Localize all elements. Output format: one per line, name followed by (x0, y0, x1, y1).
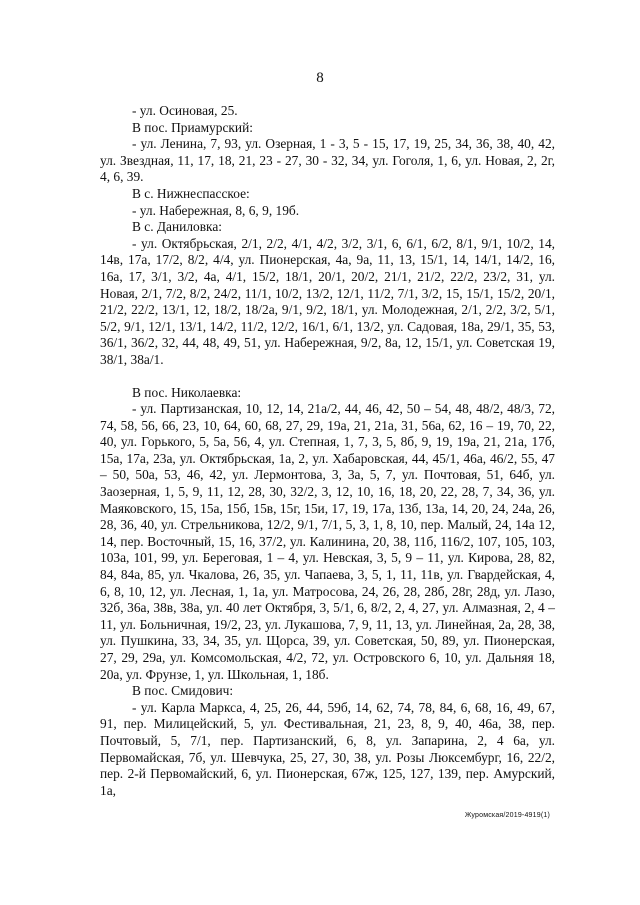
paragraph: - ул. Карла Маркса, 4, 25, 26, 44, 59б, 14, 62, 74, 78, 84, 6, 68, 16, 49, 67, 91, пер. Милицейский, 5, ул. Фестивальная, 21, 23, 8, 9, 40, 46а, 38, пер. Почтовый, 5, 7/1, пер. Партизанский, 6, 8, ул. Запарина, 2, 4 6а, ул. Первомайская, 7б, ул. Шевчука, 25, 27, 30, 38, ул. Розы Люксембург, 16, 22/2, пер. 2-й Первомайский, 6, ул. Пионерская, 67ж, 125, 127, 139, пер. Амурский, 1а, (100, 699, 555, 798)
section-heading: В пос. Николаевка: (132, 384, 242, 400)
page-number: 8 (316, 70, 324, 86)
document-body (100, 103, 555, 799)
paragraph: - ул. Набережная, 8, 6, 9, 19б. (132, 202, 300, 218)
section-heading: В пос. Приамурский: (132, 119, 253, 135)
paragraph: - ул. Октябрьская, 2/1, 2/2, 4/1, 4/2, 3/2, 3/1, 6, 6/1, 6/2, 8/1, 9/1, 10/2, 14, 14в, 17а, 17/2, 8/2, 4/4, ул. Пионерская, 4а, 9а, 11, 13, 15/1, 14, 14/1, 14/2, 16, 16а, 17, 3/1, 3/2, 4а, 4/1, 15/2, 18/1, 20/1, 20/2, 21/1, 21/2, 22/2, 23/2, 31, ул. Новая, 2/1, 7/2, 8/2, 24/2, 11/1, 10/2, 13/2, 12/1, 11/2, 7/1, 3/2, 15, 15/1, 15/2, 20/1, 21/2, 22/2, 13/1, 12, 18/2, 18/2а, 9/1, 9/2, 18/1, ул. Молодежная, 2/1, 2/2, 3/2, 5/1, 5/2, 9/1, 12/1, 13/1, 14/2, 11/2, 12/2, 16/1, 6/1, 13/2, ул. Садовая, 18а, 29/1, 35, 53, 36/1, 36/2, 32, 44, 48, 49, 51, ул. Набережная, 9/2, 8а, 12, 15/1, ул. Советская 19, 38/1, 38а/1. (100, 235, 555, 367)
section-heading: В с. Даниловка: (132, 219, 222, 235)
document-reference: Журомская/2019-4919(1) (464, 812, 550, 819)
paragraph: - ул. Ленина, 7, 93, ул. Озерная, 1 - 3, 5 - 15, 17, 19, 25, 34, 36, 38, 40, 42, ул. Звездная, 11, 17, 18, 21, 23 - 27, 30 - 32, 34, ул. Гоголя, 1, 6, ул. Новая, 2, 2г, 4, 6, 39. (100, 136, 555, 185)
paragraph: - ул. Партизанская, 10, 12, 14, 21а/2, 44, 46, 42, 50 – 54, 48, 48/2, 48/3, 72, 74, 58, 56, 66, 23, 10, 64, 60, 68, 27, 29, 19а, 21, 21а, 31, 56а, 62, 16 – 19, 70, 22, 40, ул. Горького, 5, 5а, 56, 4, ул. Степная, 1, 7, 3, 5, 8б, 9, 19, 19а, 21, 21а, 17б, 15а, 17а, 23а, ул. Октябрьская, 1а, 2, ул. Хабаровская, 44, 45/1, 46а, 46/2, 55, 47 – 50, 50а, 53, 46, 42, ул. Лермонтова, 3, 3а, 5, 7, ул. Почтовая, 51, 64б, ул. Заозерная, 1, 5, 9, 11, 12, 28, 30, 32/2, 3, 12, 10, 16, 18, 20, 22, 28, 7, 34, 36, ул. Маяковского, 15, 15а, 15б, 15в, 15г, 15и, 17, 19, 17а, 13б, 13а, 14, 20, 24, 24а, 26, 28, 36, 40, ул. Стрельникова, 12/2, 9/1, 7/1, 5, 3, 1, 8, 10, пер. Малый, 24, 14а 12, 14, пер. Восточный, 15, 16, 37/2, ул. Калинина, 20, 38, 11б, 116/2, 107, 105, 103, 103а, 101, 99, ул. Береговая, 1 – 4, ул. Невская, 3, 5, 9 – 11, ул. Кирова, 28, 82, 84, 84а, 85, ул. Чкалова, 26, 35, ул. Чапаева, 3, 5, 1, 11, 11в, ул. Гвардейская, 4, 6, 8, 10, 12, ул. Лесная, 1, 1а, ул. Матросова, 24, 26, 28, 28б, 28г, 28д, ул. Лазо, 32б, 36а, 38в, 38а, ул. 40 лет Октября, 3, 5/1, 6, 8/2, 2, 4, 27, ул. Алмазная, 2, 4 – 11, ул. Больничная, 19/2, 23, ул. Лукашова, 7, 9, 11, 13, ул. Линейная, 2а, 28, 38, ул. Пушкина, 33, 34, 35, ул. Щорса, 39, ул. Советская, 50, 89, ул. Пионерская, 27, 29, 29а, ул. Комсомольская, 4/2, 72, ул. Островского 6, 10, ул. Дальняя 18, 20а, ул. Фрунзе, 1, ул. Школьная, 1, 18б. (100, 401, 555, 682)
section-heading: В пос. Смидович: (132, 683, 234, 699)
paragraph: - ул. Осиновая, 25. (132, 103, 238, 118)
section-heading: В с. Нижнеспасское: (132, 185, 250, 201)
